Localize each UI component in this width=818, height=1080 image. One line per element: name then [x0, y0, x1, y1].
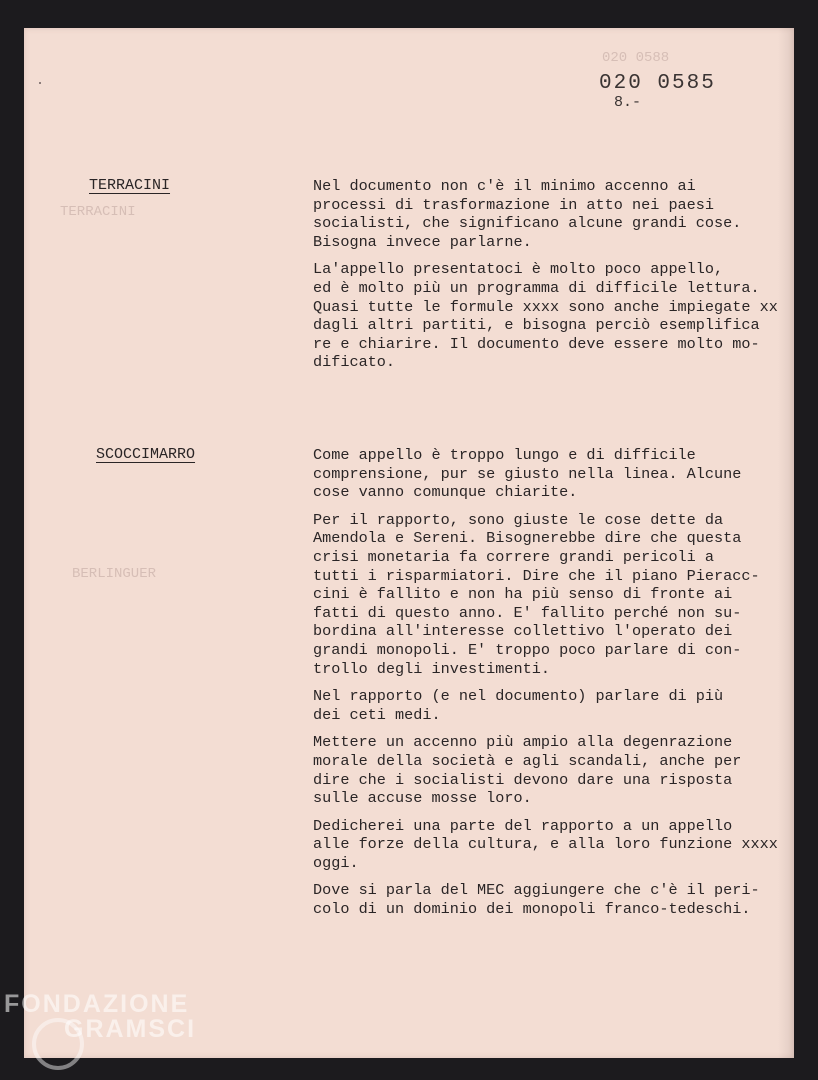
speaker-scoccimarro: SCOCCIMARRO [96, 446, 196, 463]
paragraph: Nel documento non c'è il minimo accenno ai processi di trasformazione in atto nei paesi socialisti, che significano alcune grandi cose. Bisogna invece parlarne. [313, 177, 742, 251]
speck-mark [39, 82, 41, 84]
speaker-terracini: TERRACINI [89, 177, 171, 194]
bleed-through-heading-2: BERLINGUER [72, 566, 157, 582]
bleed-through-number: 020 0588 [602, 50, 670, 66]
paragraph: La'appello presentatoci è molto poco appello, ed è molto più un programma di difficile lettura. Quasi tutte le formule xxxx sono anche impiegate xx dagli altri partiti, e bisogna perciò esemplifica re e chiarire. Il documento deve essere molto mo- dificato. [313, 260, 778, 372]
paragraph: Come appello è troppo lungo e di difficile comprensione, pur se giusto nella linea. Alcune cose vanno comunque chiarite. [313, 446, 742, 502]
document-page [24, 28, 794, 1058]
bleed-through-heading: TERRACINI [60, 204, 136, 220]
page-number: 8.- [614, 94, 642, 111]
scoccimarro-remarks [313, 446, 793, 928]
paragraph: Mettere un accenno più ampio alla degenrazione morale della società e agli scandali, anche per dire che i socialisti devono dare una risposta sulle accuse mosse loro. [313, 733, 742, 808]
paragraph: Dove si parla del MEC aggiungere che c'è il peri- colo di un dominio dei monopoli franco-tedeschi. [313, 881, 760, 919]
terracini-remarks [313, 177, 793, 381]
paragraph: Per il rapporto, sono giuste le cose dette da Amendola e Sereni. Bisognerebbe dire che questa crisi monetaria fa correre grandi pericoli a tutti i risparmiatori. Dire che il piano Pieracc- cini è fallito e non ha più senso di fronte ai fatti di questo anno. E' fallito perché non su- bordina all'interesse collettivo l'operato dei grandi monopoli. E' troppo poco parlare di con- trollo degli investimenti. [313, 510, 760, 678]
paragraph: Dedicherei una parte del rapporto a un appello alle forze della cultura, e alla loro funzione xxxx oggi. [313, 816, 778, 872]
watermark-line-1: FONDAZIONE [4, 990, 190, 1018]
watermark-line-2: GRAMSCI [64, 1015, 197, 1043]
paragraph: Nel rapporto (e nel documento) parlare di più dei ceti medi. [313, 687, 724, 724]
watermark-logo [4, 990, 196, 1044]
archive-number: 020 0585 [599, 72, 716, 95]
